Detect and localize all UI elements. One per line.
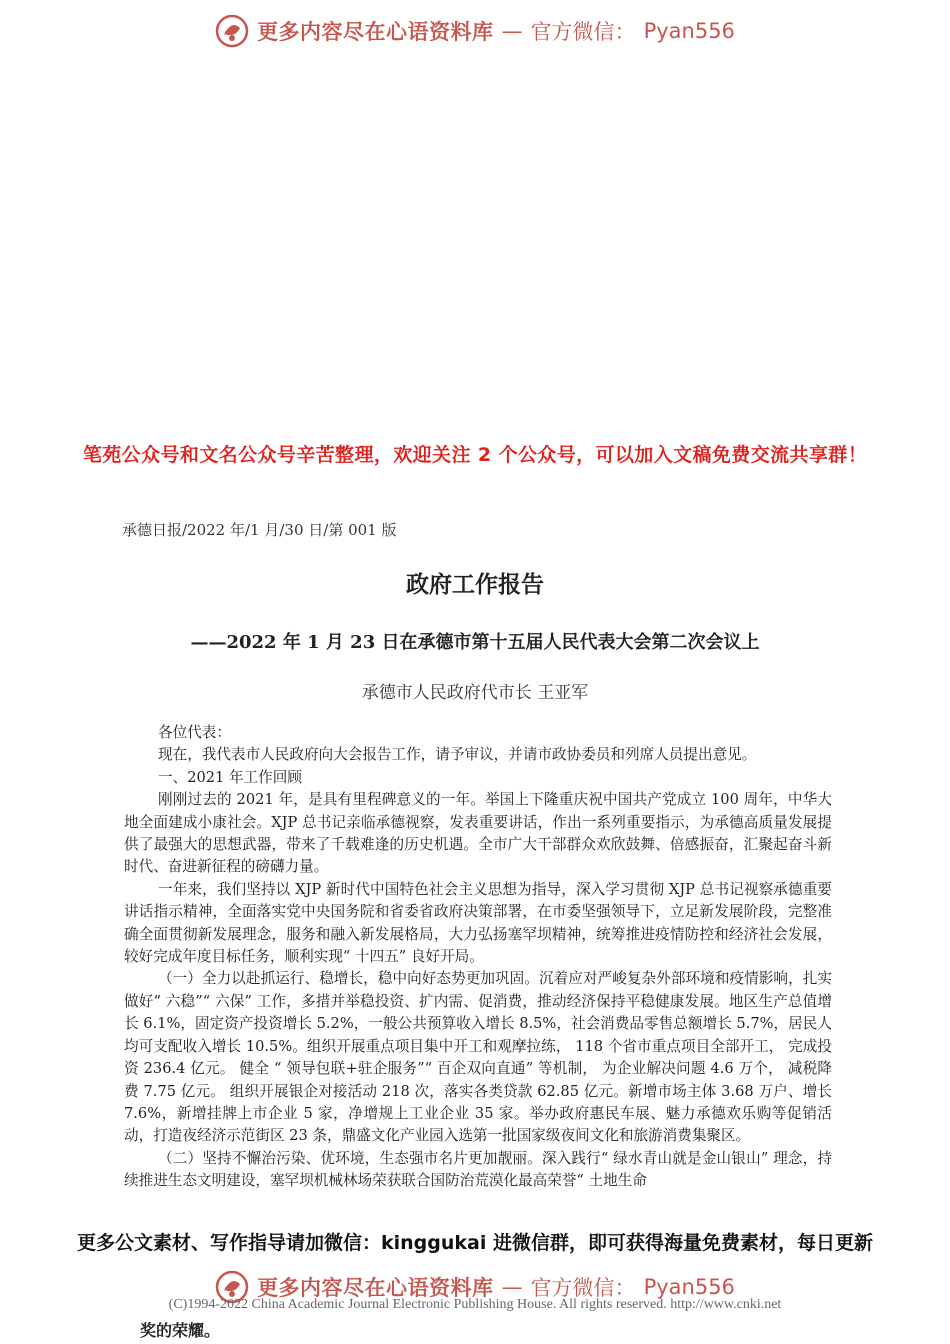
- page-subtitle: ——2022 年 1 月 23 日在承德市第十五届人民代表大会第二次会议上: [190, 632, 760, 653]
- source-line: 承德日报/2022 年/1 月/30 日/第 001 版: [122, 521, 397, 539]
- paragraph: 现在，我代表市人民政府向大会报告工作，请予审议，并请市政协委员和列席人员提出意见。: [158, 746, 757, 764]
- watermark-separator: —: [501, 19, 523, 43]
- section-heading: 一、2021 年工作回顾: [158, 768, 302, 786]
- report-body: [124, 722, 832, 1193]
- paragraph: 一年来，我们坚持以 XJP 新时代中国特色社会主义思想为指导，深入学习贯彻 XJP 总书记视察承德重要讲话指示精神，全面落实党中央国务院和省委省政府决策部署，在市委坚强领导下，立足新发展阶段，完整准确全面贯彻新发展理念，服务和融入新发展格局，大力弘扬塞罕坝精神，统筹推进疫情防控和经济社会发展，较好完成年度目标任务，顺利实现“ 十四五” 良好开局。: [124, 880, 832, 966]
- cutoff-text: 奖的荣耀。: [140, 1321, 221, 1340]
- paragraph: 刚刚过去的 2021 年，是具有里程碑意义的一年。举国上下隆重庆祝中国共产党成立 100 周年，中华大地全面建成小康社会。XJP 总书记亲临承德视察，发表重要讲话，作出一系列重要指示，为承德高质量发展提供了最强大的思想武器，带来了千载难逢的历史机遇。全市广大干部群众欢欣鼓舞、倍感振奋，汇聚起奋斗新时代、奋进新征程的磅礴力量。: [124, 791, 832, 876]
- watermark-wechat-id: Pyan556: [643, 19, 735, 43]
- watermark-wechat-id: Pyan556: [643, 1275, 735, 1299]
- promo-banner-bottom: 更多公文素材、写作指导请加微信：kinggukai 进微信群，即可获得海量免费素材，每日更新: [0, 1226, 950, 1257]
- author-line: 承德市人民政府代市长 王亚军: [361, 683, 589, 703]
- paragraph: （二）坚持不懈治污染、优环境，生态强市名片更加靓丽。深入践行“ 绿水青山就是金山银山” 理念，持续推进生态文明建设，塞罕坝机械林场荣获联合国防治荒漠化最高荣誉“ 土地生命: [124, 1149, 832, 1190]
- promo-banner-top: 笔苑公众号和文名公众号辛苦整理，欢迎关注 2 个公众号，可以加入文稿免费交流共享群！: [82, 444, 868, 466]
- page-title: 政府工作报告: [406, 571, 544, 598]
- copyright-line: (C)1994-2022 China Academic Journal Electronic Publishing House. All rights reserved. http://www.cnki.net: [168, 1297, 782, 1312]
- library-logo-icon: [215, 14, 249, 48]
- watermark-text: 更多内容尽在心语资料库: [257, 20, 494, 44]
- watermark-top: [0, 14, 950, 48]
- paragraph: 各位代表：: [158, 724, 231, 741]
- watermark-wechat-label: 官方微信：: [530, 1276, 636, 1300]
- paragraph: （一）全力以赴抓运行、稳增长，稳中向好态势更加巩固。沉着应对严峻复杂外部环境和疫情影响，扎实做好“ 六稳”“ 六保” 工作，多措并举稳投资、扩内需、促消费，推动经济保持平稳健康发展。地区生产总值增长 6.1%，固定资产投资增长 5.2%，一般公共预算收入增长 8.5%，社会消费品零售总额增长 5.7%，居民人均可支配收入增长 10.5%。组织开展重点项目集中开工和观摩拉练， 118 个省市重点项目全部开工， 完成投资 236.4 亿元。 健全 “ 领导包联+驻企服务”“ 百企双向直通” 等机制， 为企业解决问题 4.6 万个， 减税降费 7.75 亿元。 组织开展银企对接活动 218 次，落实各类贷款 62.85 亿元。新增市场主体 3.68 万户、增长 7.6%，新增挂牌上市企业 5 家，净增规上工业企业 35 家。举办政府惠民车展、魅力承德欢乐购等促销活动，打造夜经济示范街区 23 条，鼎盛文化产业园入选第一批国家级夜间文化和旅游消费集聚区。: [124, 970, 832, 1145]
- watermark-separator: —: [501, 1275, 523, 1299]
- watermark-text: 更多内容尽在心语资料库: [257, 1276, 494, 1300]
- watermark-wechat-label: 官方微信：: [530, 20, 636, 44]
